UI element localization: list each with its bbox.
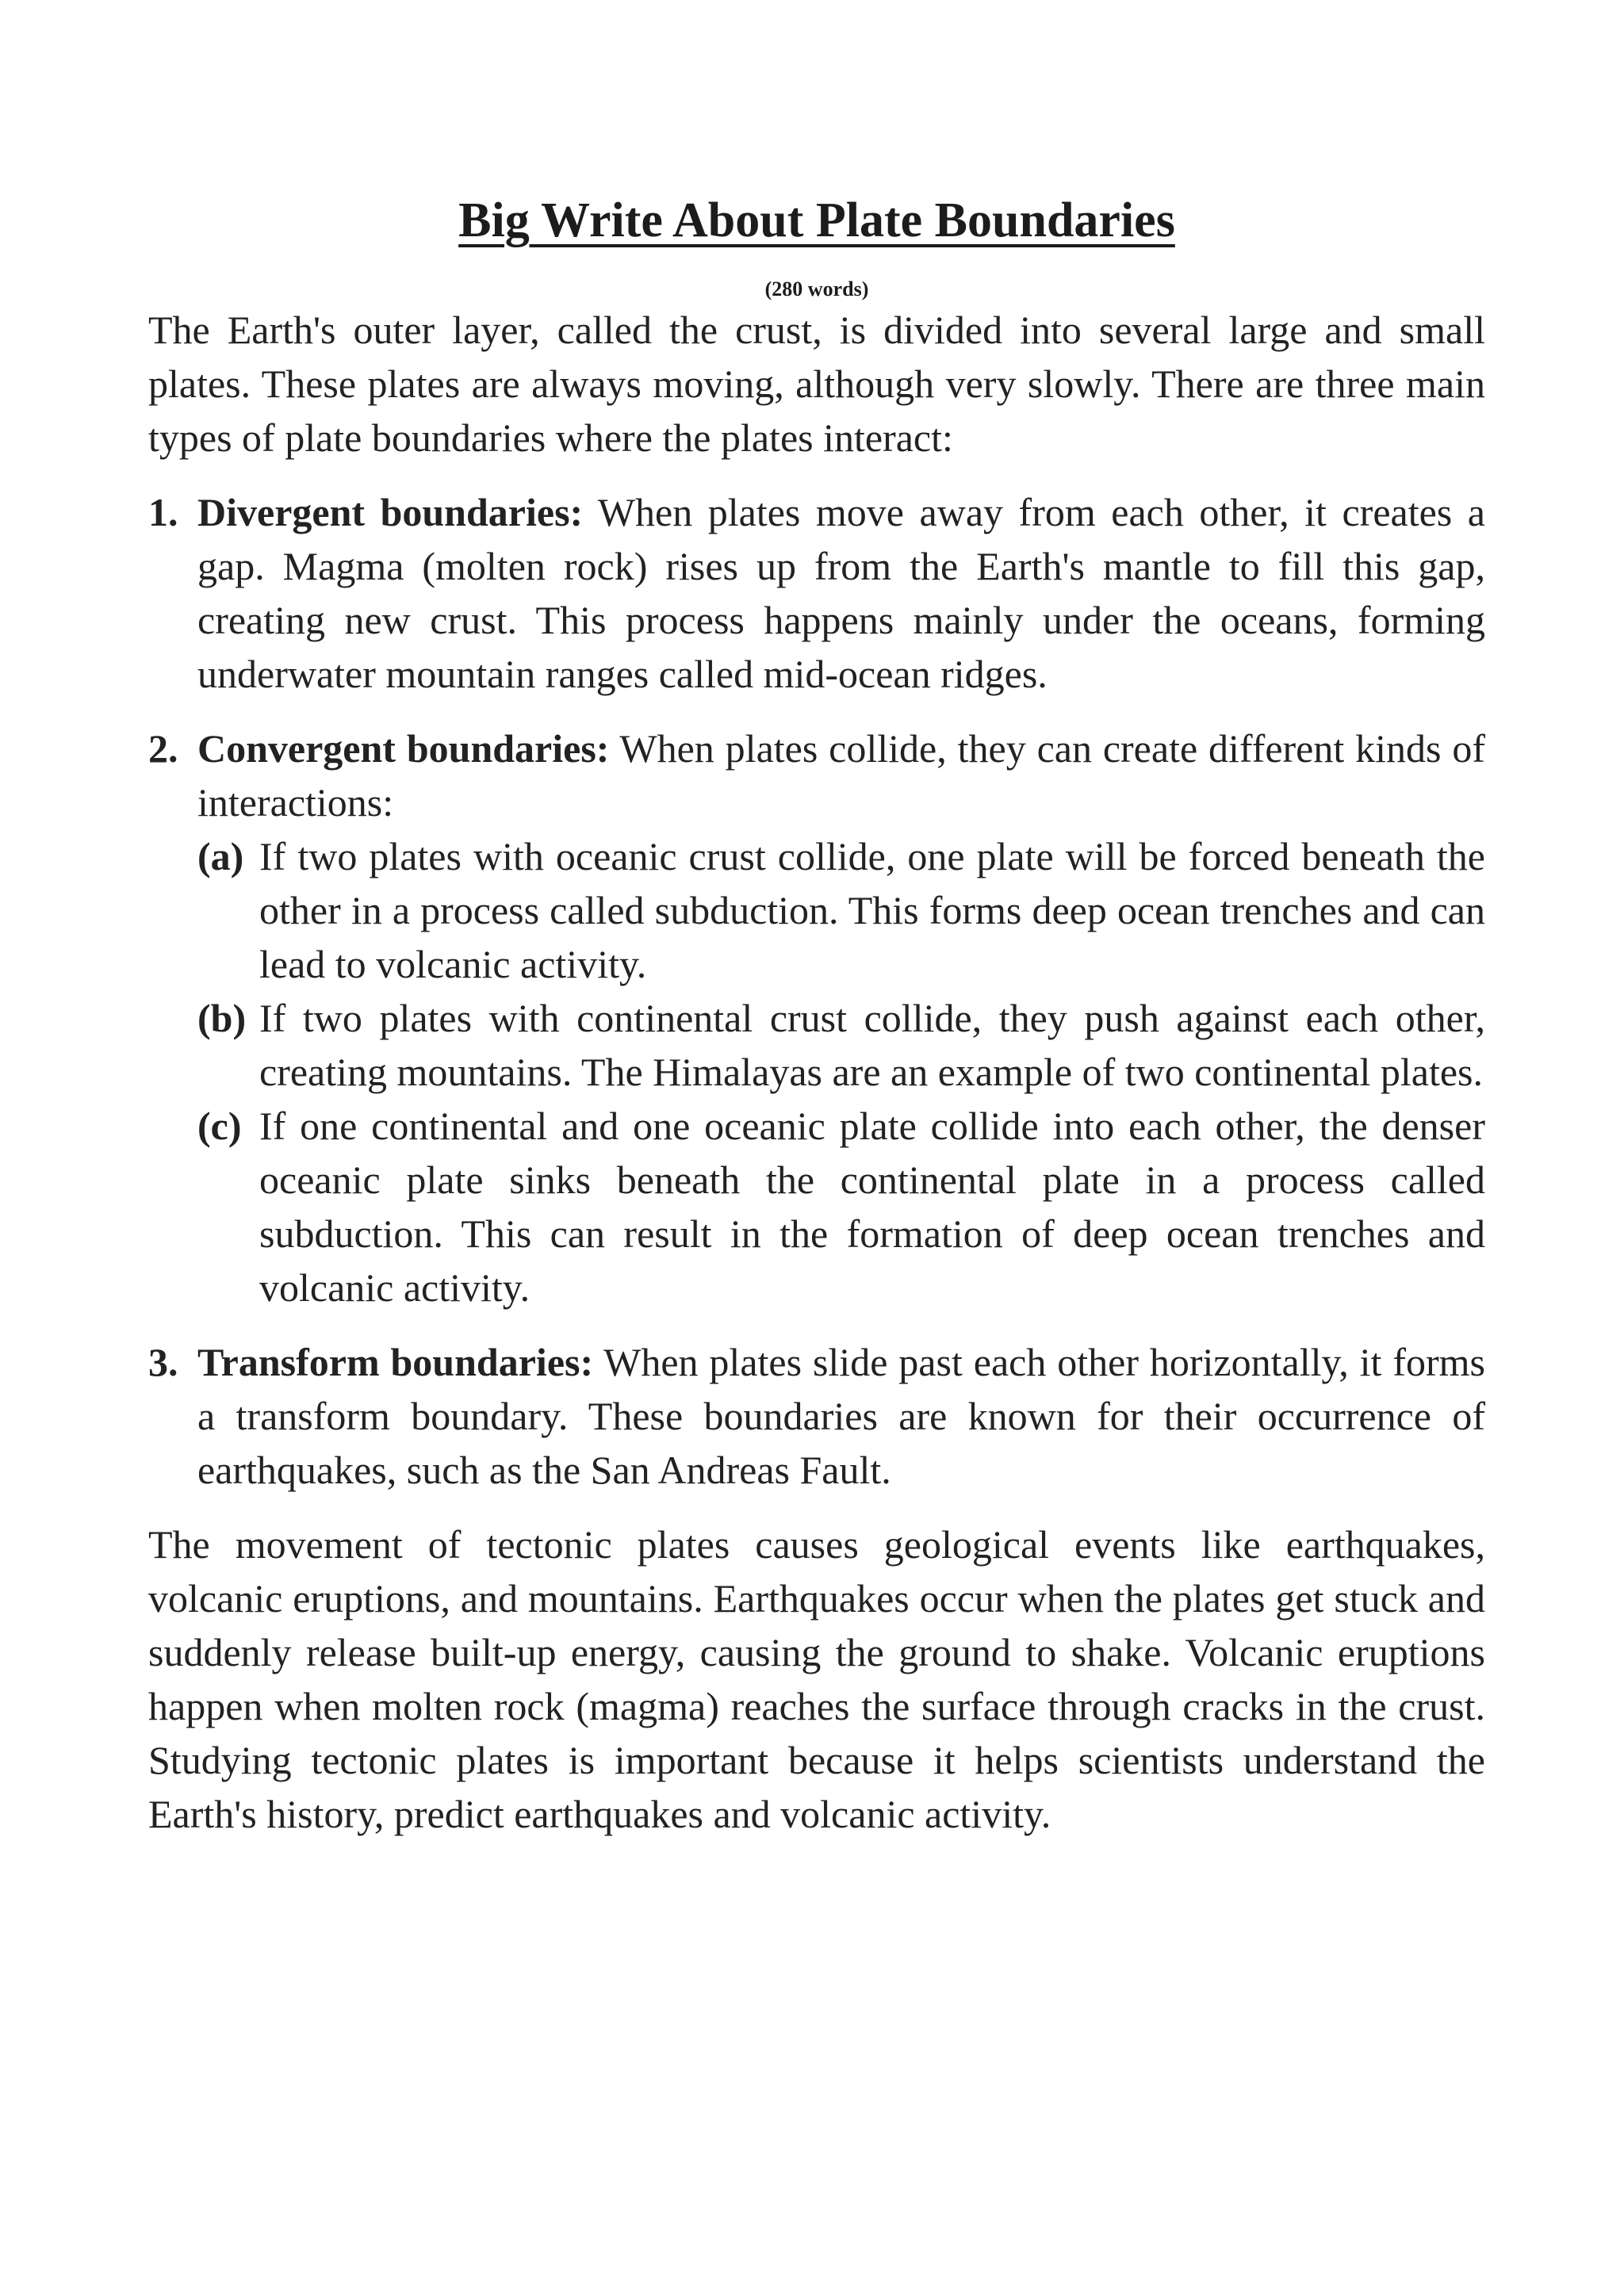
list-item-number: 3. bbox=[148, 1340, 178, 1384]
sub-item-text: If two plates with continental crust collide, they push against each other, creating mountains. The Himalayas are an example of two continental plates. bbox=[259, 996, 1485, 1094]
intro-paragraph: The Earth's outer layer, called the crust, is divided into several large and small plates. These plates are always moving, although very slowly. There are three main types of plate boundaries where the plates interact: bbox=[148, 308, 1485, 460]
word-count: (280 words) bbox=[764, 277, 869, 300]
closing-paragraph: The movement of tectonic plates causes geological events like earthquakes, volcanic eruptions, and mountains. Earthquakes occur when the plates get stuck and suddenly release built-up energy, causing the ground to shake. Volcanic eruptions happen when molten rock (magma) reaches the surface through cracks in the crust. Studying tectonic plates is important because it helps scientists understand the Earth's history, predict earthquakes and volcanic activity. bbox=[148, 1522, 1485, 1836]
sub-item-c bbox=[197, 1099, 1485, 1314]
list-item-text: When plates collide, they can create different kinds of interactions: bbox=[197, 726, 1485, 825]
sub-item-b bbox=[197, 991, 1485, 1099]
sub-list bbox=[197, 829, 1485, 1314]
sub-item-text: If two plates with oceanic crust collide, one plate will be forced beneath the other in a process called subduction. This forms deep ocean trenches and can lead to volcanic activity. bbox=[259, 834, 1485, 986]
list-item-term: Convergent boundaries: bbox=[197, 726, 610, 771]
list-item-convergent bbox=[148, 721, 1485, 1314]
list-item-term: Transform boundaries: bbox=[197, 1340, 594, 1384]
list-item-term: Divergent boundaries: bbox=[197, 490, 584, 534]
sub-item-label: (a) bbox=[197, 834, 244, 878]
list-item-text: When plates move away from each other, it creates a gap. Magma (molten rock) rises up from the Earth's mantle to fill this gap, creating new crust. This process happens mainly under the oceans, forming underwater mountain ranges called mid-ocean ridges. bbox=[197, 490, 1485, 696]
document-page bbox=[148, 190, 1485, 1841]
list-item-number: 2. bbox=[148, 726, 178, 771]
list-item-divergent bbox=[148, 485, 1485, 701]
document-title: Big Write About Plate Boundaries bbox=[458, 193, 1175, 247]
list-item-text: When plates slide past each other horizontally, it forms a transform boundary. These boundaries are known for their occurrence of earthquakes, such as the San Andreas Fault. bbox=[197, 1340, 1485, 1492]
boundary-list bbox=[148, 485, 1485, 1497]
list-item-transform bbox=[148, 1335, 1485, 1497]
sub-item-text: If one continental and one oceanic plate collide into each other, the denser oceanic plate sinks beneath the continental plate in a process called subduction. This can result in the formation of deep ocean trenches and volcanic activity. bbox=[259, 1104, 1485, 1310]
sub-item-label: (b) bbox=[197, 996, 247, 1040]
sub-item-a bbox=[197, 829, 1485, 991]
list-item-number: 1. bbox=[148, 490, 178, 534]
sub-item-label: (c) bbox=[197, 1104, 242, 1148]
